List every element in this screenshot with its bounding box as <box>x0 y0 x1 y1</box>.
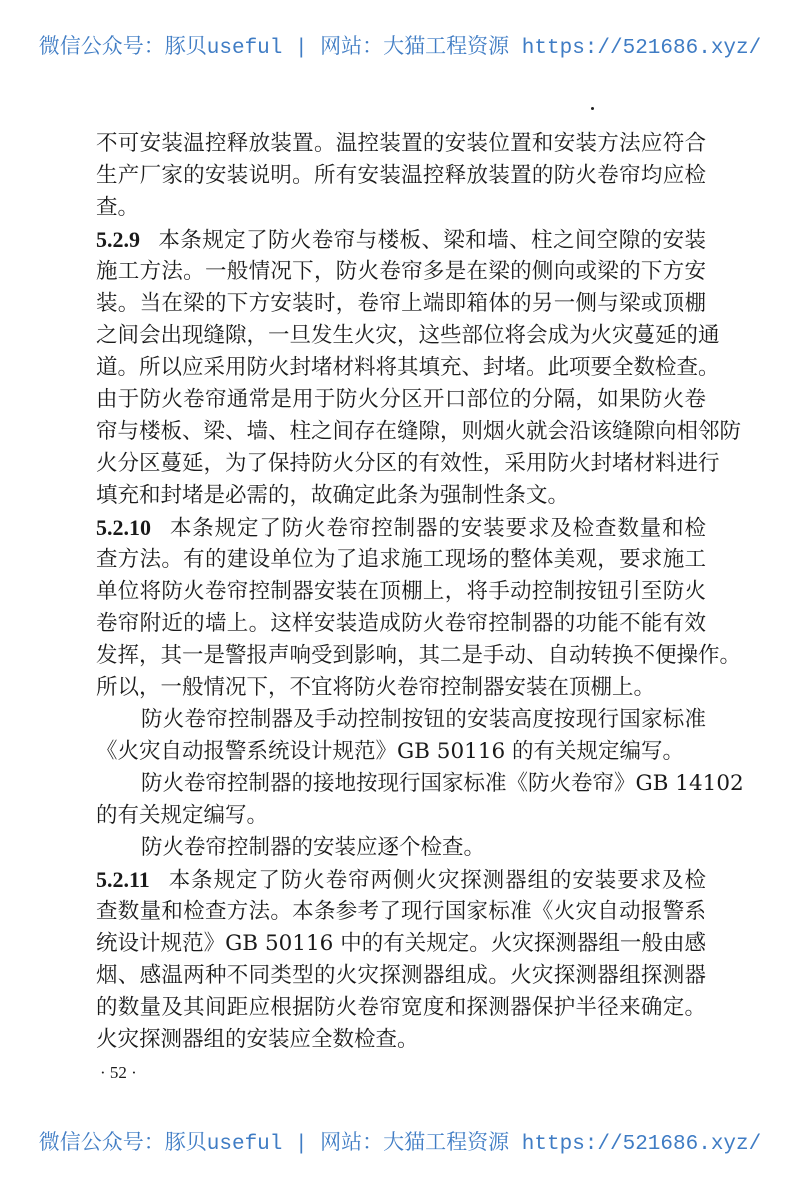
line-text: 由于防火卷帘通常是用于防火分区开口部位的分隔，如果防火卷 <box>96 387 706 412</box>
line-text: 帘与楼板、梁、墙、柱之间存在缝隙，则烟火就会沿该缝隙向相邻防 <box>96 419 742 444</box>
document-body <box>96 128 744 1056</box>
line-text: 填充和封堵是必需的，故确定此条为强制性条文。 <box>96 483 570 508</box>
line-text: 之间会出现缝隙，一旦发生火灾，这些部位将会成为火灾蔓延的通 <box>96 323 720 348</box>
section-number: 5.2.10 <box>96 515 151 540</box>
line-text: 火分区蔓延，为了保持防火分区的有效性，采用防火封堵材料进行 <box>96 451 720 476</box>
text-line <box>96 960 706 992</box>
section-heading-line <box>96 512 706 544</box>
text-line <box>96 480 706 512</box>
line-text: 防火卷帘控制器及手动控制按钮的安装高度按现行国家标准 <box>141 707 706 732</box>
line-text: 查方法。有的建设单位为了追求施工现场的整体美观，要求施工 <box>96 547 706 572</box>
line-text: 防火卷帘控制器的安装应逐个检查。 <box>141 835 486 860</box>
section-heading-line <box>96 224 706 256</box>
line-text: 本条规定了防火卷帘两侧火灾探测器组的安装要求及检 <box>167 868 706 893</box>
line-text: 《火灾自动报警系统设计规范》GB 50116 的有关规定编写。 <box>96 739 685 764</box>
line-text: 火灾探测器组的安装应全数检查。 <box>96 1027 419 1052</box>
text-line <box>96 736 706 768</box>
text-line <box>96 1024 706 1056</box>
line-text: 装。当在梁的下方安装时，卷帘上端即箱体的另一侧与梁或顶棚 <box>96 291 706 316</box>
text-line <box>96 608 706 640</box>
page-number: · 52 · <box>100 1063 137 1082</box>
text-line <box>96 384 706 416</box>
line-text: 统设计规范》GB 50116 中的有关规定。火灾探测器组一般由感 <box>96 931 706 956</box>
watermark-footer: 微信公众号：豚贝useful | 网站：大猫工程资源 https://521686.xyz/ <box>38 1133 762 1156</box>
line-text: 查数量和检查方法。本条参考了现行国家标准《火灾自动报警系 <box>96 899 706 924</box>
text-line <box>96 992 706 1024</box>
line-text: 的有关规定编写。 <box>96 803 269 828</box>
line-text: 所以，一般情况下，不宜将防火卷帘控制器安装在顶棚上。 <box>96 675 656 700</box>
text-line <box>96 448 720 480</box>
text-line <box>96 768 744 800</box>
text-line <box>96 896 706 928</box>
text-line <box>96 288 706 320</box>
text-line <box>96 416 742 448</box>
line-text: 生产厂家的安装说明。所有安装温控释放装置的防火卷帘均应检 <box>96 163 706 188</box>
line-text: 查。 <box>96 195 140 220</box>
watermark-header: 微信公众号：豚贝useful | 网站：大猫工程资源 https://521686.xyz/ <box>38 37 762 60</box>
line-text: 本条规定了防火卷帘控制器的安装要求及检查数量和检 <box>169 516 706 541</box>
text-line <box>96 320 720 352</box>
text-line <box>96 128 706 160</box>
text-line <box>96 640 742 672</box>
line-text: 发挥，其一是警报声响受到影响，其二是手动、自动转换不便操作。 <box>96 643 742 668</box>
text-line <box>96 352 720 384</box>
line-text: 不可安装温控释放装置。温控装置的安装位置和安装方法应符合 <box>96 131 706 156</box>
scan-dot <box>591 107 594 110</box>
text-line <box>96 832 706 864</box>
text-line <box>96 160 706 192</box>
line-text: 卷帘附近的墙上。这样安装造成防火卷帘控制器的功能不能有效 <box>96 611 706 636</box>
line-text: 道。所以应采用防火封堵材料将其填充、封堵。此项要全数检查。 <box>96 355 720 380</box>
text-line <box>96 256 706 288</box>
line-text: 烟、感温两种不同类型的火灾探测器组成。火灾探测器组探测器 <box>96 963 706 988</box>
text-line <box>96 928 706 960</box>
text-line <box>96 672 706 704</box>
text-line <box>96 800 706 832</box>
text-line <box>96 576 706 608</box>
section-number: 5.2.11 <box>96 867 150 892</box>
section-heading-line <box>96 864 706 896</box>
line-text: 单位将防火卷帘控制器安装在顶棚上，将手动控制按钮引至防火 <box>96 579 706 604</box>
line-text: 施工方法。一般情况下，防火卷帘多是在梁的侧向或梁的下方安 <box>96 259 706 284</box>
text-line <box>96 544 706 576</box>
text-line <box>96 192 706 224</box>
line-text: 防火卷帘控制器的接地按现行国家标准《防火卷帘》GB 14102 <box>141 771 744 796</box>
section-number: 5.2.9 <box>96 227 140 252</box>
text-line <box>96 704 706 736</box>
line-text: 的数量及其间距应根据防火卷帘宽度和探测器保护半径来确定。 <box>96 995 706 1020</box>
line-text: 本条规定了防火卷帘与楼板、梁和墙、柱之间空隙的安装 <box>158 228 706 253</box>
